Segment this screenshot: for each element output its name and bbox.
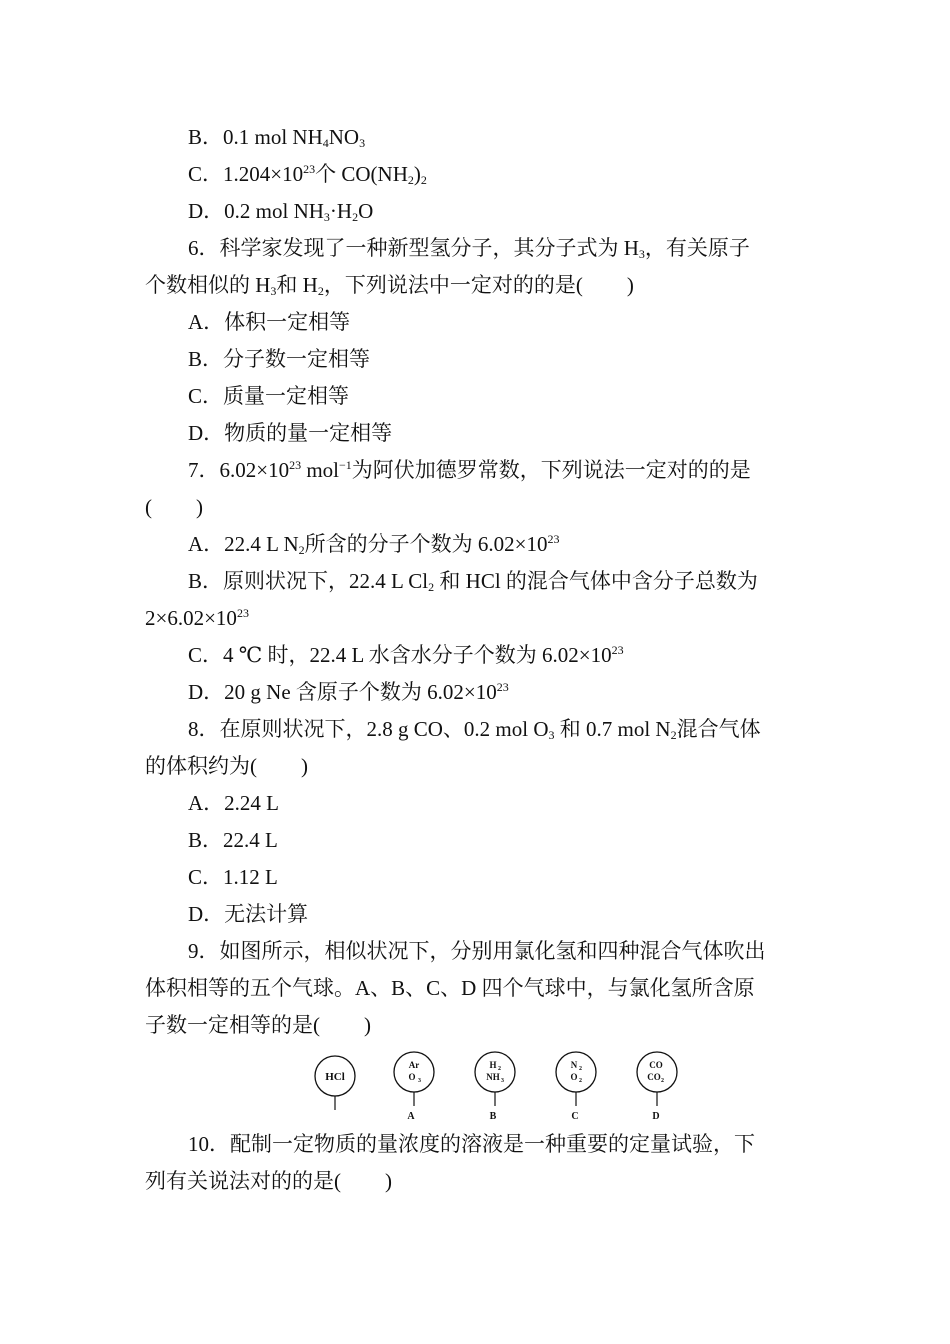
balloon-b-gas1-sub: 2 (498, 1066, 501, 1072)
balloon-a-gas2-sub: 3 (418, 1078, 421, 1084)
balloon-c-gas1-sub: 2 (579, 1066, 582, 1072)
q6-option-d: D．物质的量一定相等 (188, 421, 393, 445)
q7-stem-line2: ( ) (145, 495, 203, 519)
balloon-c (556, 1052, 596, 1122)
q7-option-a: A．22.4 L $N_2$所含的分子个数为 $6.02\times 10^{23}$ (188, 532, 560, 557)
balloon-b-gas1: H (489, 1060, 497, 1070)
balloon-hcl-formula: HCl (325, 1071, 345, 1083)
balloon-d-gas2-sub: 2 (661, 1078, 664, 1084)
q6-stem-line1: 6．科学家发现了一种新型氢分子，其分子式为 $H_3$，有关原子 (188, 236, 750, 261)
q8-option-d: D．无法计算 (188, 902, 309, 926)
q9-stem-line3: 子数一定相等的是( ) (145, 1013, 371, 1037)
balloon-d-gas2: CO (647, 1072, 661, 1082)
balloon-d-label: D (652, 1111, 660, 1122)
balloon-hcl (315, 1056, 355, 1110)
q6-option-c: C．质量一定相等 (188, 384, 350, 408)
balloon-c-gas2-sub: 2 (579, 1078, 582, 1084)
q8-option-a: A．2.24 L (188, 791, 279, 815)
q8-stem-line1: 8．在原则状况下，2.8 g CO、0.2 mol $O_3$ 和 0.7 mol $N_2$混合气体 (188, 717, 761, 742)
balloon-b (475, 1052, 515, 1122)
q7-option-c: C．4 ℃ 时，22.4 L 水含水分子个数为 $6.02\times 10^{23}$ (188, 643, 624, 667)
balloon-b-gas2-sub: 3 (501, 1078, 504, 1084)
q7-option-d: D．20 g Ne 含原子个数为 $6.02\times 10^{23}$ (188, 680, 509, 704)
q7-option-b-line1: B．原则状况下，22.4 L $Cl_2$ 和 HCl 的混合气体中含分子总数为 (188, 569, 758, 594)
balloon-c-label: C (571, 1111, 579, 1122)
balloon-a-gas2: O (408, 1072, 416, 1082)
q5-option-d: D．0.2 mol $NH_3\cdot H_2O$ (188, 199, 374, 224)
q10-stem-line2: 列有关说法对的的是( ) (145, 1169, 392, 1193)
balloon-c-gas2: O (570, 1072, 578, 1082)
q7-stem-line1: 7．$6.02\times 10^{23}$ mol$^{-1}$为阿伏加德罗常数，下列说法一定对的的是 (188, 458, 751, 482)
balloons-figure (313, 1047, 683, 1125)
q9-stem-line1: 9．如图所示，相似状况下，分别用氯化氢和四种混合气体吹出 (188, 939, 766, 963)
q6-option-a: A．体积一定相等 (188, 310, 351, 334)
q10-stem-line1: 10．配制一定物质的量浓度的溶液是一种重要的定量试验，下 (188, 1132, 755, 1156)
balloon-a-label: A (407, 1111, 415, 1122)
balloon-d (637, 1052, 677, 1122)
q6-stem-line2: 个数相似的 $H_3$和 $H_2$，下列说法中一定对的的是( ) (145, 273, 634, 298)
q5-option-c: C．$1.204\times 10^{23}$个 $CO(NH_2)_2$ (188, 162, 427, 187)
q6-option-b: B．分子数一定相等 (188, 347, 371, 371)
q9-stem-line2: 体积相等的五个气球。A、B、C、D 四个气球中，与氯化氢所含原 (145, 976, 755, 1000)
q8-option-c: C．1.12 L (188, 865, 278, 889)
balloon-a (394, 1052, 434, 1122)
q7-option-b-line2: $2\times 6.02\times 10^{23}$ (145, 606, 249, 630)
balloon-b-gas2: NH (486, 1072, 500, 1082)
q8-option-b: B．22.4 L (188, 828, 278, 852)
q5-option-b: B．0.1 mol $NH_4NO_3$ (188, 125, 366, 150)
balloon-d-gas1: CO (649, 1060, 663, 1070)
q8-stem-line2: 的体积约为( ) (145, 754, 308, 778)
balloon-c-gas1: N (570, 1060, 578, 1070)
balloon-b-label: B (489, 1111, 497, 1122)
balloon-a-gas1: Ar (408, 1060, 420, 1070)
